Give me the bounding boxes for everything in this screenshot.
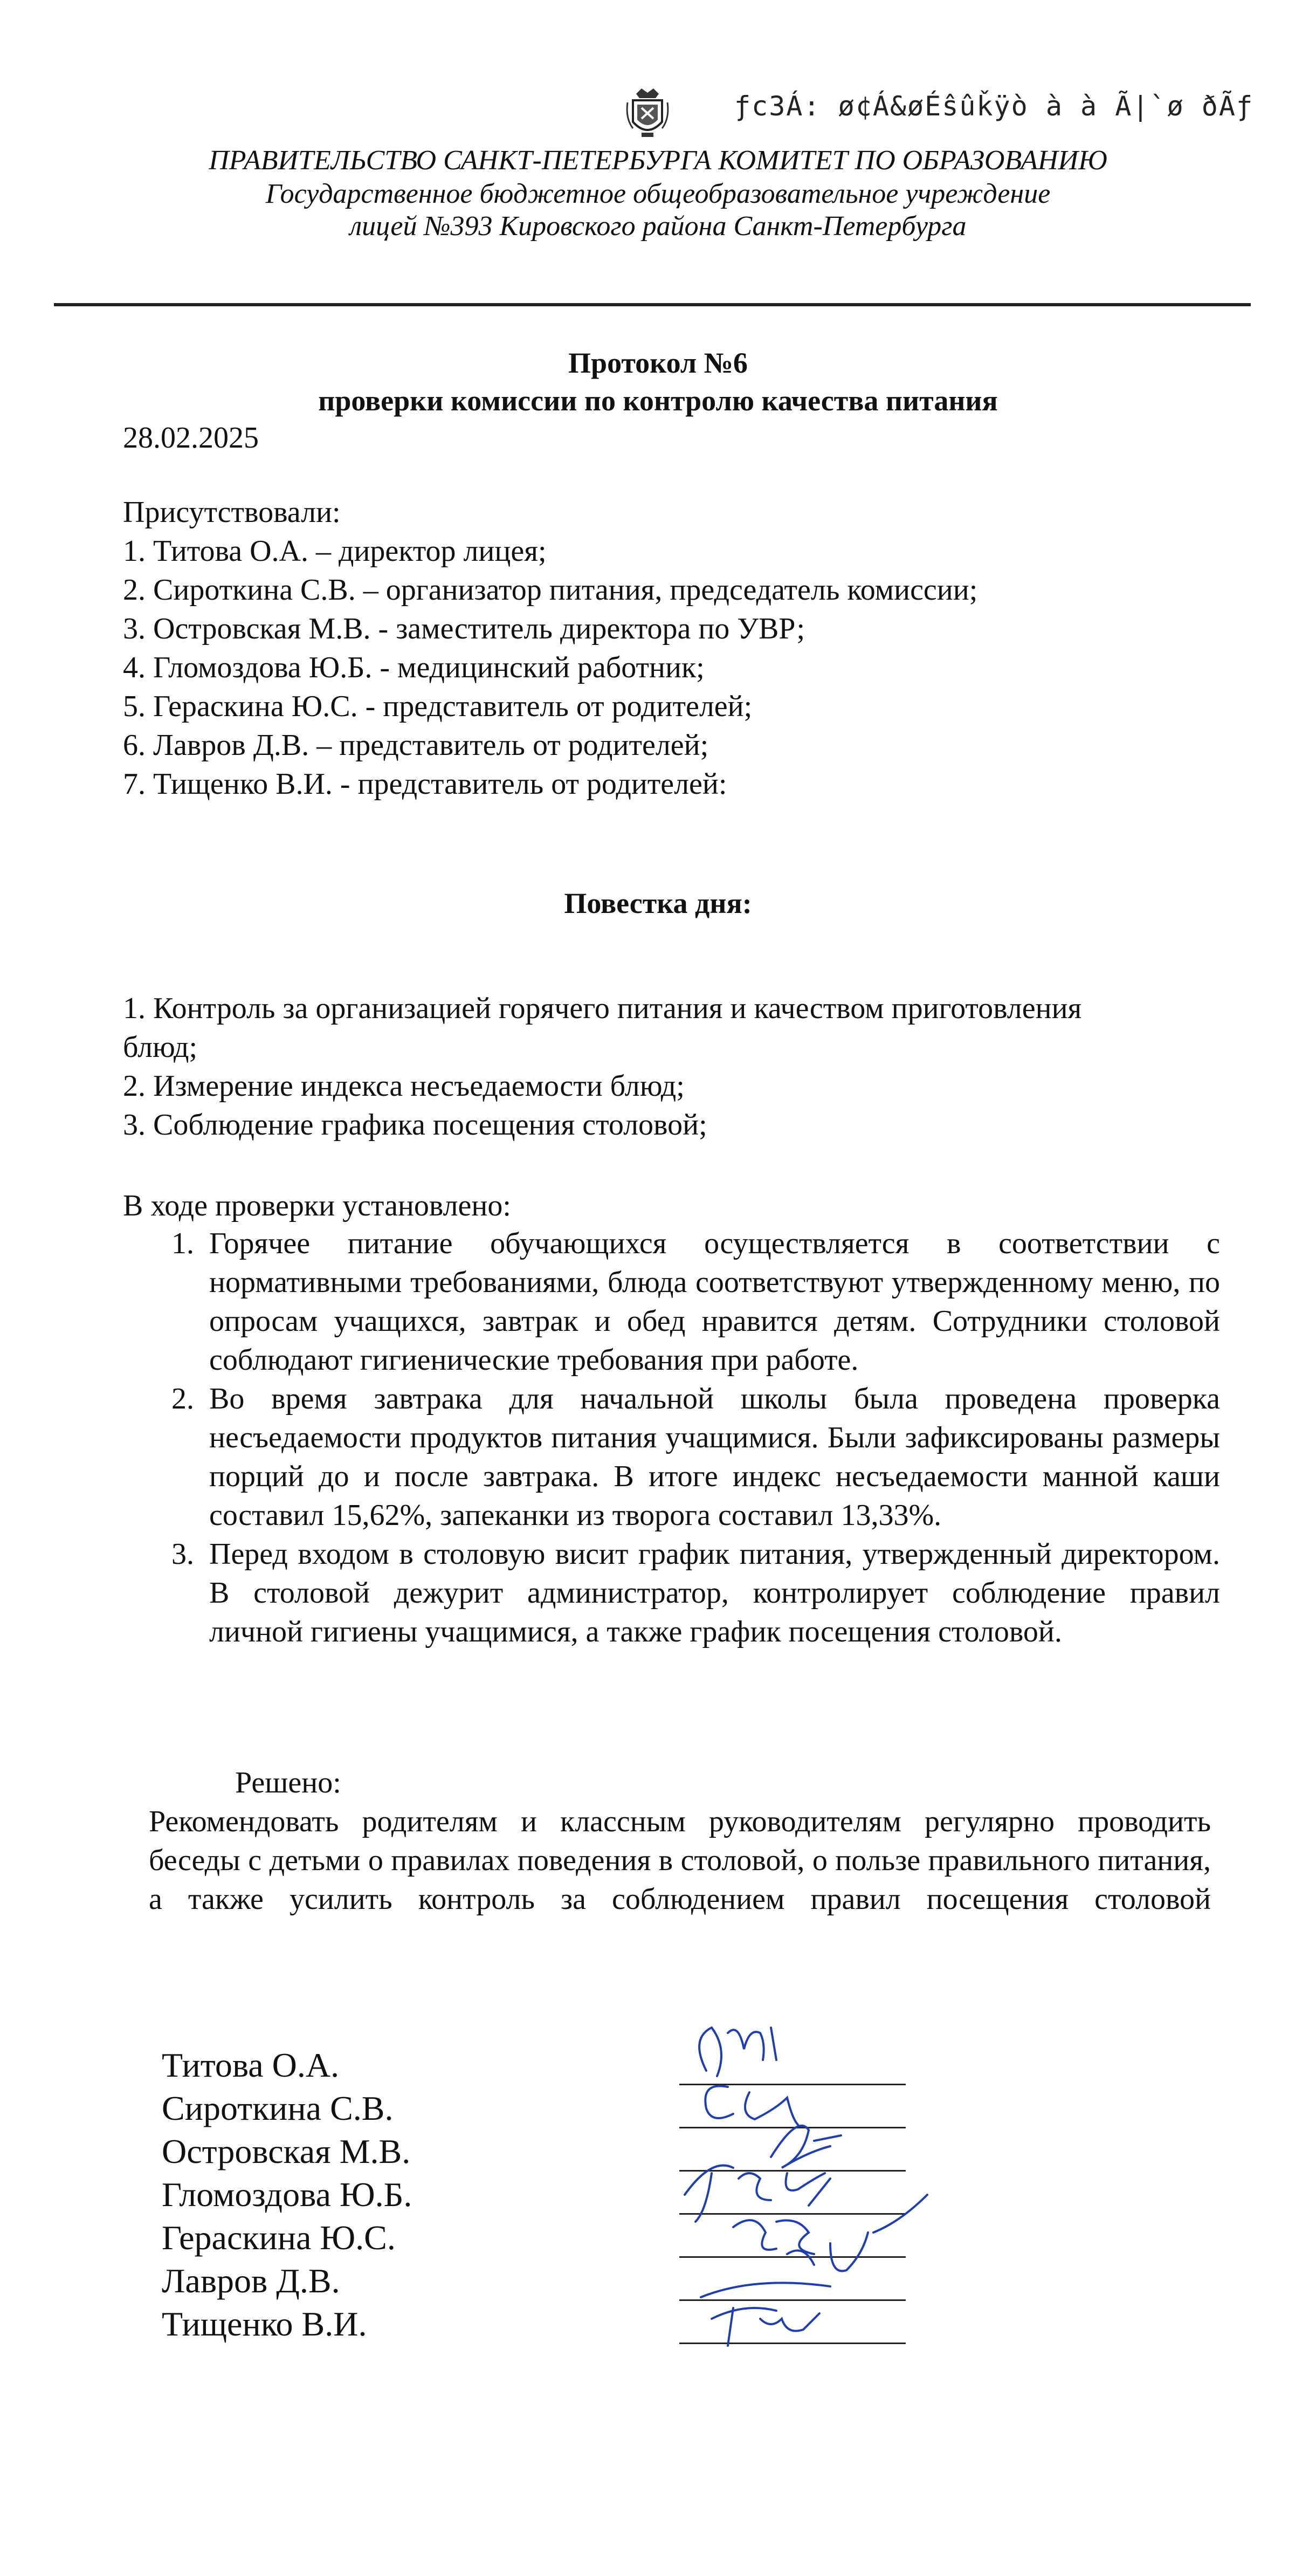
list-item: 3. Соблюдение графика посещения столовой; [123,1108,707,1142]
list-item: 7. Тищенко В.И. - представитель от родителей: [123,767,727,801]
item-text: Перед входом в столовую висит график питания, утвержденный директором. В столовой дежурит администратор, контролирует соблюдение правил личной гигиены учащимися, а также график посещения столовой. [209,1537,1220,1648]
signature-ostrovskaya [771,2126,841,2168]
signatory-name: Лавров Д.В. [162,2262,340,2300]
signatory-name: Титова О.А. [162,2046,340,2084]
list-item: блюд; [123,1031,198,1064]
list-item: 2. Измерение индекса несъедаемости блюд; [123,1069,685,1103]
list-item: 6. Лавров Д.В. – представитель от родителей; [123,729,709,762]
government-heading: ПРАВИТЕЛЬСТВО САНКТ-ПЕТЕРБУРГА КОМИТЕТ ПО ОБРАЗОВАНИЮ [209,145,1107,176]
signatory-name: Гломоздова Ю.Б. [162,2175,412,2214]
item-text: Во время завтрака для начальной школы была проведена проверка несъедаемости продуктов питания учащимися. Были зафиксированы размеры порций до и после завтрака. В итоге индекс несъедаемости манной каши составил 15,62%, запеканки из творога составил 13,33%. [209,1382,1220,1532]
signature-titova [699,2028,776,2076]
item-number: 2. [171,1382,194,1416]
findings-list [123,1224,1220,1651]
list-item: 1. Контроль за организацией горячего питания и качеством приготовления [123,992,1082,1025]
decision-heading: Решено: [235,1766,341,1799]
signature-geraskina [733,2179,830,2254]
header-divider [54,303,1251,306]
handwritten-signatures [669,2017,970,2362]
list-item: 3. Островская М.В. - заместитель директора по УВР; [123,612,805,645]
signature-lavrov [701,2195,927,2297]
protocol-title: Протокол №6 [568,347,748,379]
school-line: лицей №393 Кировского района Санкт-Петербурга [349,211,967,242]
signature-sirotkina [705,2086,798,2125]
list-item: 4. Гломоздова Ю.Б. - медицинский работник; [123,651,705,684]
attendees-list [123,532,977,803]
list-item: 2. Сироткина С.В. – организатор питания, председатель комиссии; [123,573,978,607]
item-text: Горячее питание обучающихся осуществляется в соответствии с нормативными требованиями, блюда соответствуют утвержденному меню, по опросам учащихся, завтрак и обед нравится детям. Сотрудники столовой соблюдают гигиенические требования при работе. [209,1227,1220,1377]
list-item [123,1224,1220,1379]
decision-text: Рекомендовать родителям и классным руководителям регулярно проводить беседы с детьми о правилах поведения в столовой, о пользе правильного питания, а также усилить контроль за соблюдением правил посещения столовой [149,1805,1211,1916]
signatory-name: Островская М.В. [162,2132,411,2170]
protocol-subtitle: проверки комиссии по контролю качества питания [318,384,998,417]
item-number: 1. [171,1227,194,1260]
coat-of-arms-icon [625,86,670,140]
list-item [123,1379,1220,1535]
list-item: 5. Гераскина Ю.С. - представитель от родителей; [123,690,753,723]
attendees-heading: Присутствовали: [123,496,341,529]
signature-tishchenko [712,2308,819,2346]
list-item: 1. Титова О.А. – директор лицея; [123,534,547,568]
signatory-name: Тищенко В.И. [162,2305,367,2343]
agenda-heading: Повестка дня: [564,887,752,919]
findings-heading: В ходе проверки установлено: [123,1189,511,1222]
agenda-list [123,989,1081,1144]
list-item [123,1535,1220,1651]
signature-glomozdova [685,2166,825,2222]
item-number: 3. [171,1537,194,1571]
header-code-line: ƒc3Á: ø¢Á&øÉŝûǩÿò à à Ã|`ø ðÃƒ [734,91,1254,122]
signatories-list [162,2044,412,2346]
signatory-name: Гераскина Ю.С. [162,2218,396,2257]
protocol-date: 28.02.2025 [123,421,259,455]
institution-line: Государственное бюджетное общеобразовательное учреждение [265,178,1051,209]
signatory-name: Сироткина С.В. [162,2089,394,2127]
